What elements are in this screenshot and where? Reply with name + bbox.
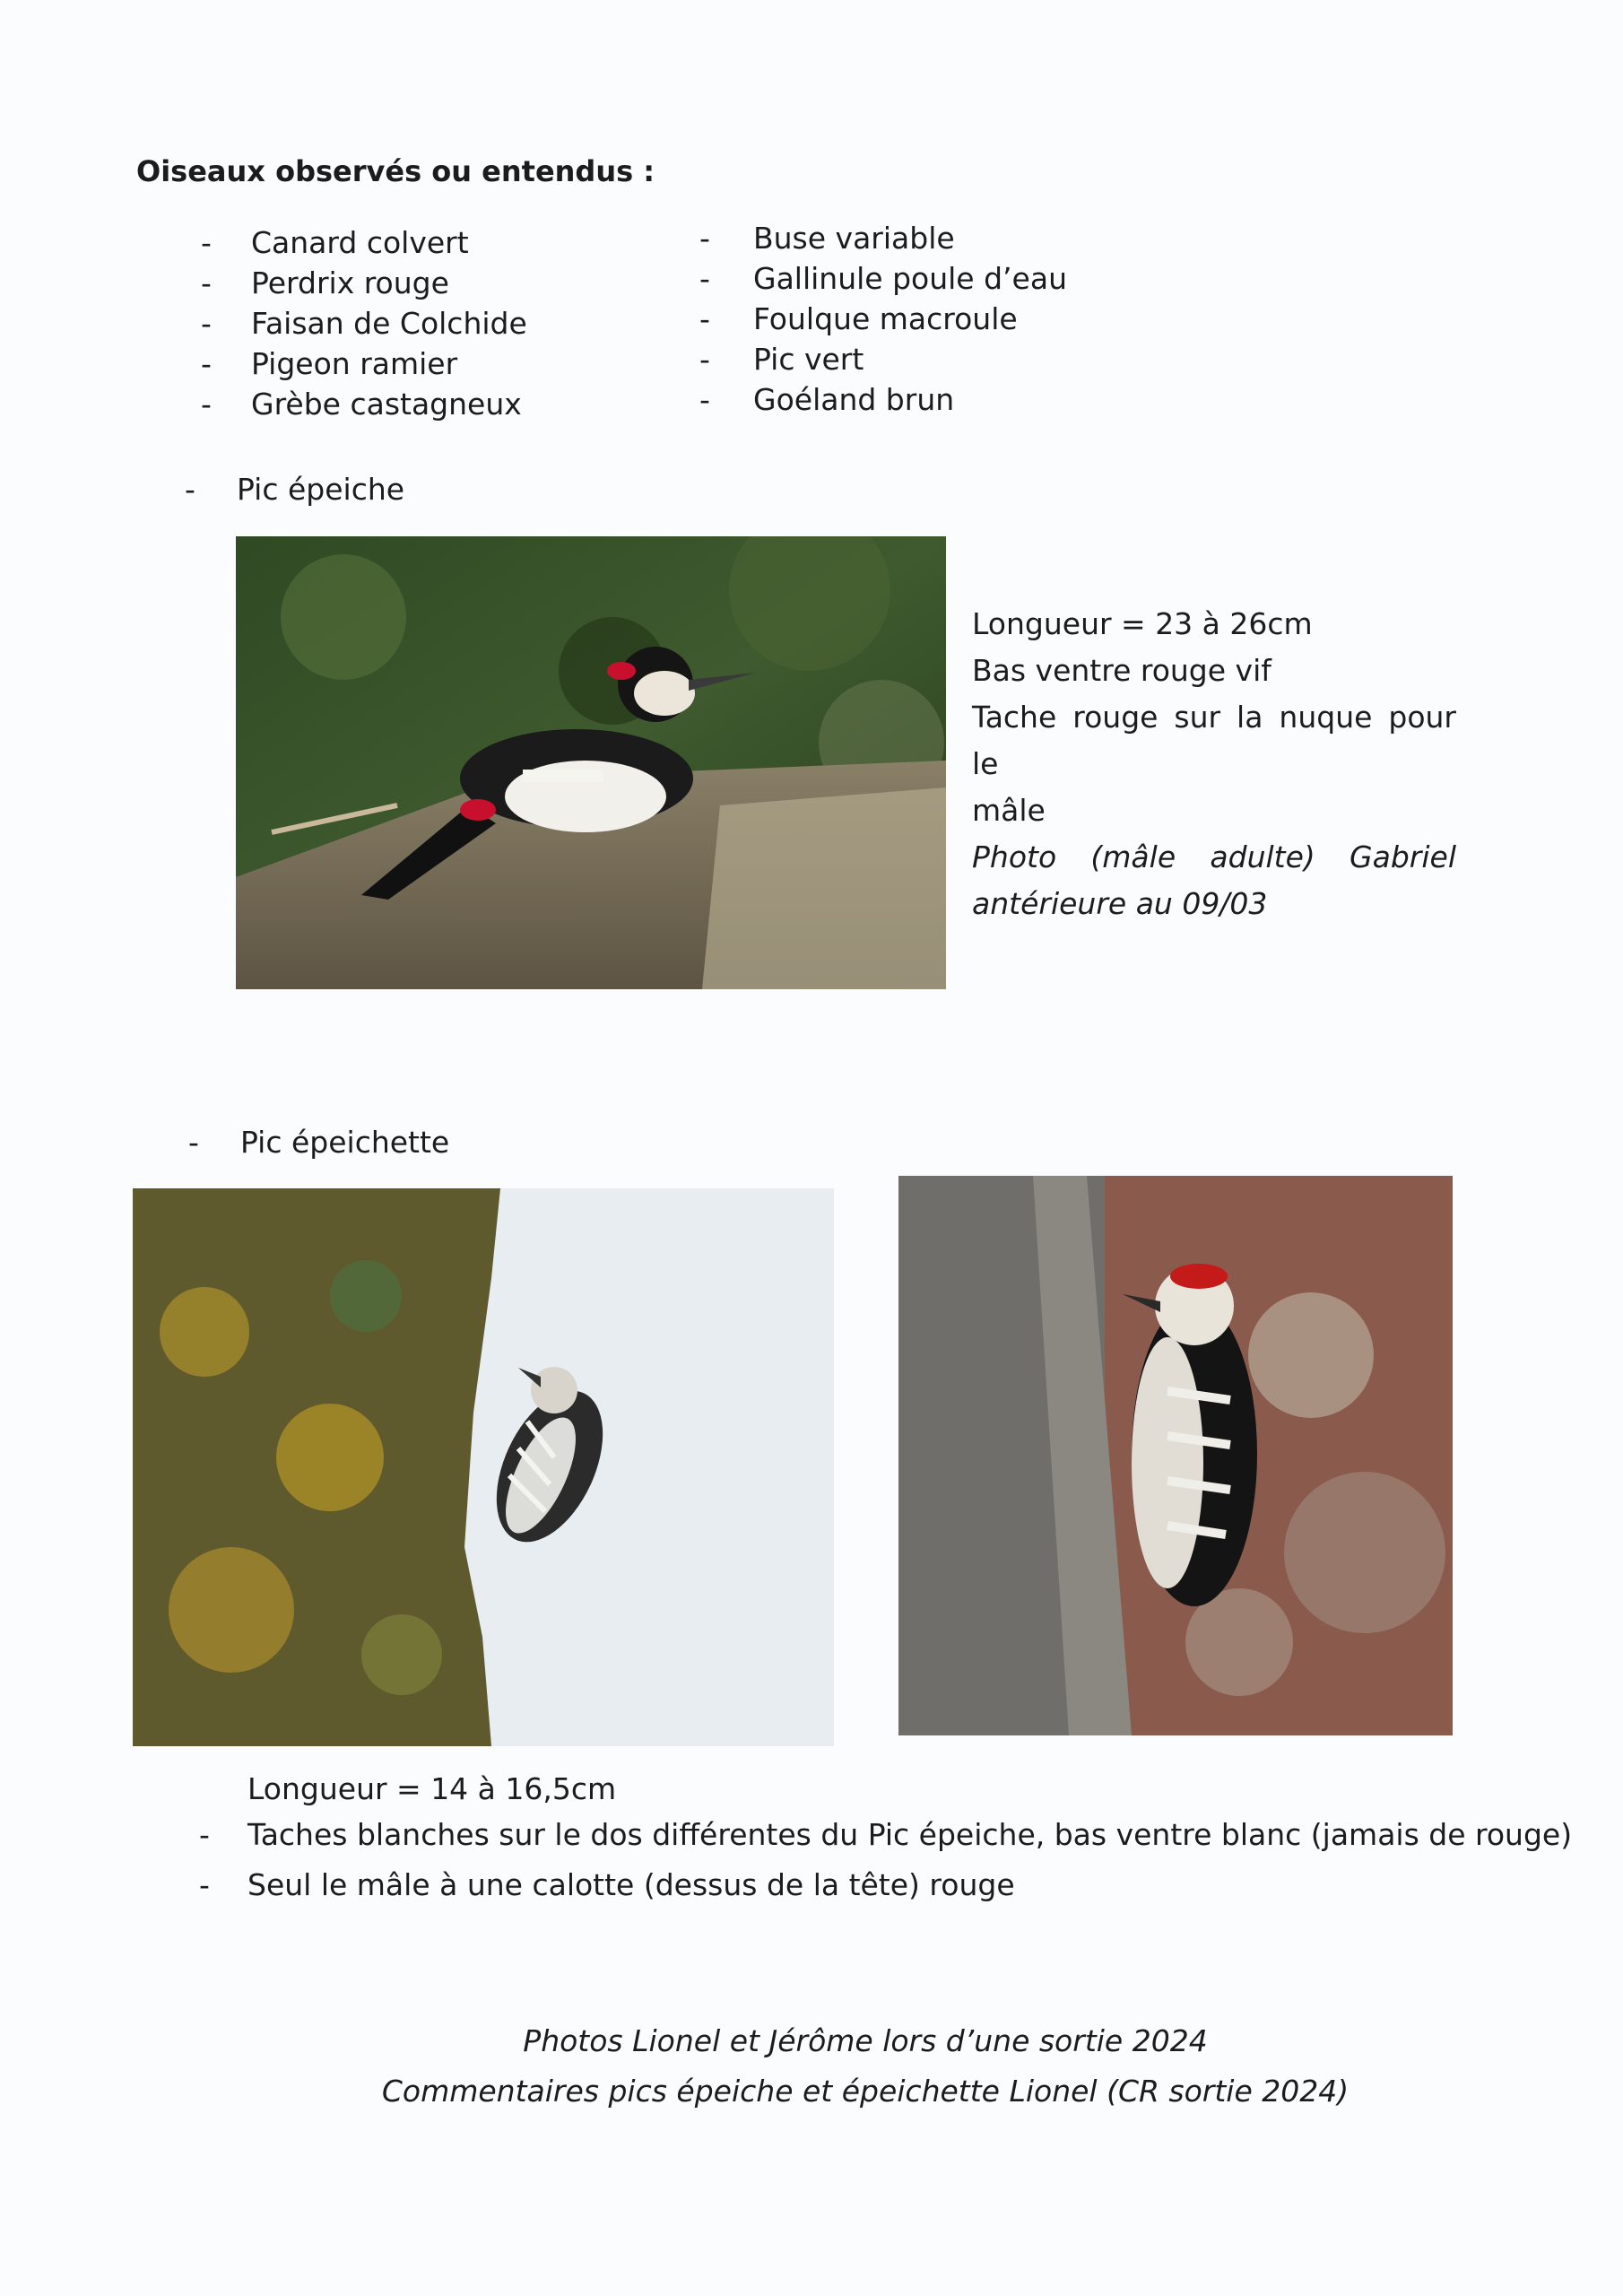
list-dash: - — [188, 1125, 199, 1160]
list-item: - Gallinule poule d’eau — [699, 258, 1067, 299]
lesser-spotted-woodpecker-photo-1 — [133, 1188, 834, 1746]
list-dash: - — [199, 1867, 210, 1902]
list-item: - Faisan de Colchide — [136, 303, 527, 344]
lesser-spotted-woodpecker-photo-2 — [898, 1176, 1453, 1735]
list-item: - Grèbe castagneux — [136, 384, 527, 424]
list-item: - Pic vert — [699, 339, 1067, 379]
list-dash: - — [185, 472, 195, 507]
list-item: - Pigeon ramier — [136, 344, 527, 384]
pic-epeiche-description — [972, 601, 1456, 927]
pic-epeichette-length: Longueur = 14 à 16,5cm — [247, 1771, 617, 1806]
pic-epeiche-label: Pic épeiche — [237, 472, 405, 507]
great-spotted-woodpecker-photo — [236, 536, 946, 989]
list-item: - Canard colvert — [136, 222, 527, 263]
list-dash: - — [199, 1817, 210, 1852]
bird-list-right — [699, 218, 1067, 420]
spot-text-cont: mâle — [972, 793, 1046, 828]
bullet-text: Seul le mâle à une calotte (dessus de la tête) rouge — [247, 1867, 1015, 1902]
section-heading: Oiseaux observés ou entendus : — [136, 154, 655, 188]
pic-epeichette-label: Pic épeichette — [240, 1125, 450, 1160]
bullet-text: Taches blanches sur le dos différentes du Pic épeiche, bas ventre blanc (jamais de rouge) — [247, 1817, 1573, 1852]
belly-text: Bas ventre rouge vif — [972, 653, 1271, 688]
list-item: - Perdrix rouge — [136, 263, 527, 303]
footer-line: Commentaires pics épeiche et épeichette Lionel (CR sortie 2024) — [381, 2074, 1350, 2109]
list-item: - Buse variable — [699, 218, 1067, 258]
photo-credit: Photo (mâle adulte) Gabriel — [972, 839, 1456, 874]
bird-list-left — [136, 222, 527, 424]
footer-credits — [363, 2016, 1367, 2117]
pic-epeichette-bullets — [199, 1810, 1572, 1910]
list-item: - Goéland brun — [699, 379, 1067, 420]
photo-credit-cont: antérieure au 09/03 — [972, 886, 1268, 921]
spot-text: Tache rouge sur la nuque pour le — [972, 700, 1456, 781]
footer-line: Photos Lionel et Jérôme lors d’une sortie 2024 — [523, 2023, 1208, 2058]
length-text: Longueur = 23 à 26cm — [972, 606, 1313, 641]
list-item: - Foulque macroule — [699, 299, 1067, 339]
